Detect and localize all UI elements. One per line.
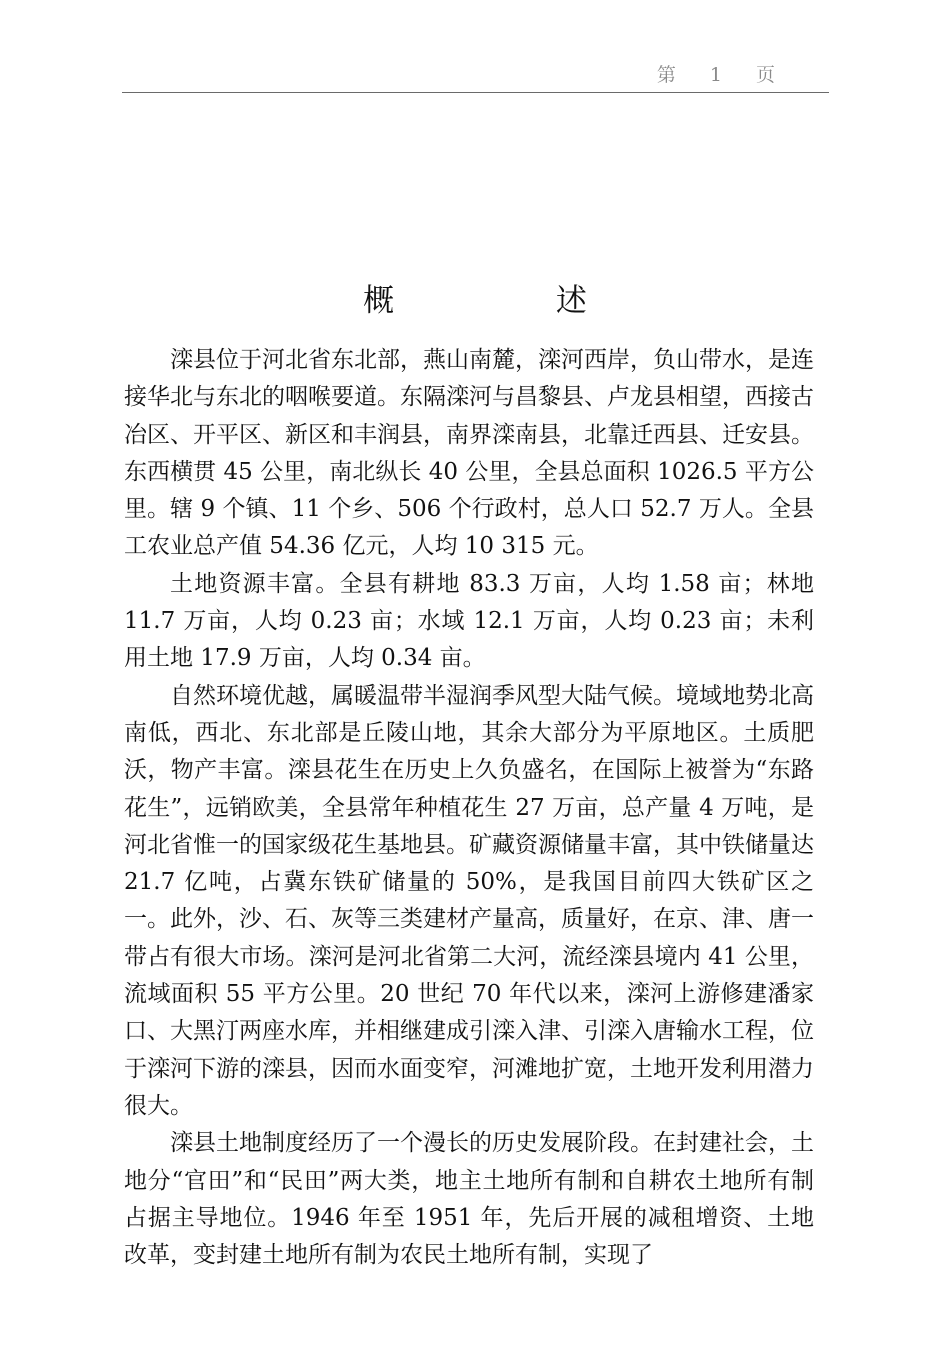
page-title: 概 述	[363, 282, 663, 319]
paragraph-natural-environment: 自然环境优越，属暖温带半湿润季风型大陆气候。境域地势北高南低，西北、东北部是丘陵山地，其余大部分为平原地区。土质肥沃，物产丰富。滦县花生在历史上久负盛名，在国际上被誉为“东路花生”，远销欧美，全县常年种植花生 27 万亩，总产量 4 万吨，是河北省惟一的国家级花生基地县。矿藏资源储量丰富，其中铁储量达 21.7 亿吨，占冀东铁矿储量的 50%，是我国目前四大铁矿区之一。此外，沙、石、灰等三类建材产量高，质量好，在京、津、唐一带占有很大市场。滦河是河北省第二大河，流经滦县境内 41 公里，流域面积 55 平方公里。20 世纪 70 年代以来，滦河上游修建潘家口、大黑汀两座水库，并相继建成引滦入津、引滦入唐输水工程，位于滦河下游的滦县，因而水面变窄，河滩地扩宽，土地开发利用潜力很大。	[124, 682, 814, 1119]
page-header	[122, 58, 829, 93]
paragraph-land-resources: 土地资源丰富。全县有耕地 83.3 万亩，人均 1.58 亩；林地 11.7 万亩，人均 0.23 亩；水域 12.1 万亩，人均 0.23 亩；未利用土地 17.9 万亩，人均 0.34 亩。	[124, 570, 814, 672]
paragraph-location: 滦县位于河北省东北部，燕山南麓，滦河西岸，负山带水，是连接华北与东北的咽喉要道。东隔滦河与昌黎县、卢龙县相望，西接古冶区、开平区、新区和丰润县，南界滦南县，北靠迁西县、迁安县。东西横贯 45 公里，南北纵长 40 公里，全县总面积 1026.5 平方公里。辖 9 个镇、11 个乡、506 个行政村，总人口 52.7 万人。全县工农业总产值 54.36 亿元，人均 10 315 元。	[124, 347, 814, 560]
paragraph-land-system: 滦县土地制度经历了一个漫长的历史发展阶段。在封建社会，土地分“官田”和“民田”两大类，地主土地所有制和自耕农土地所有制占据主导地位。1946 年至 1951 年，先后开展的减租增资、土地改革，变封建土地所有制为农民土地所有制，实现了	[124, 1130, 814, 1269]
page-number: 第 1 页	[656, 64, 789, 86]
body-text	[124, 342, 814, 1274]
